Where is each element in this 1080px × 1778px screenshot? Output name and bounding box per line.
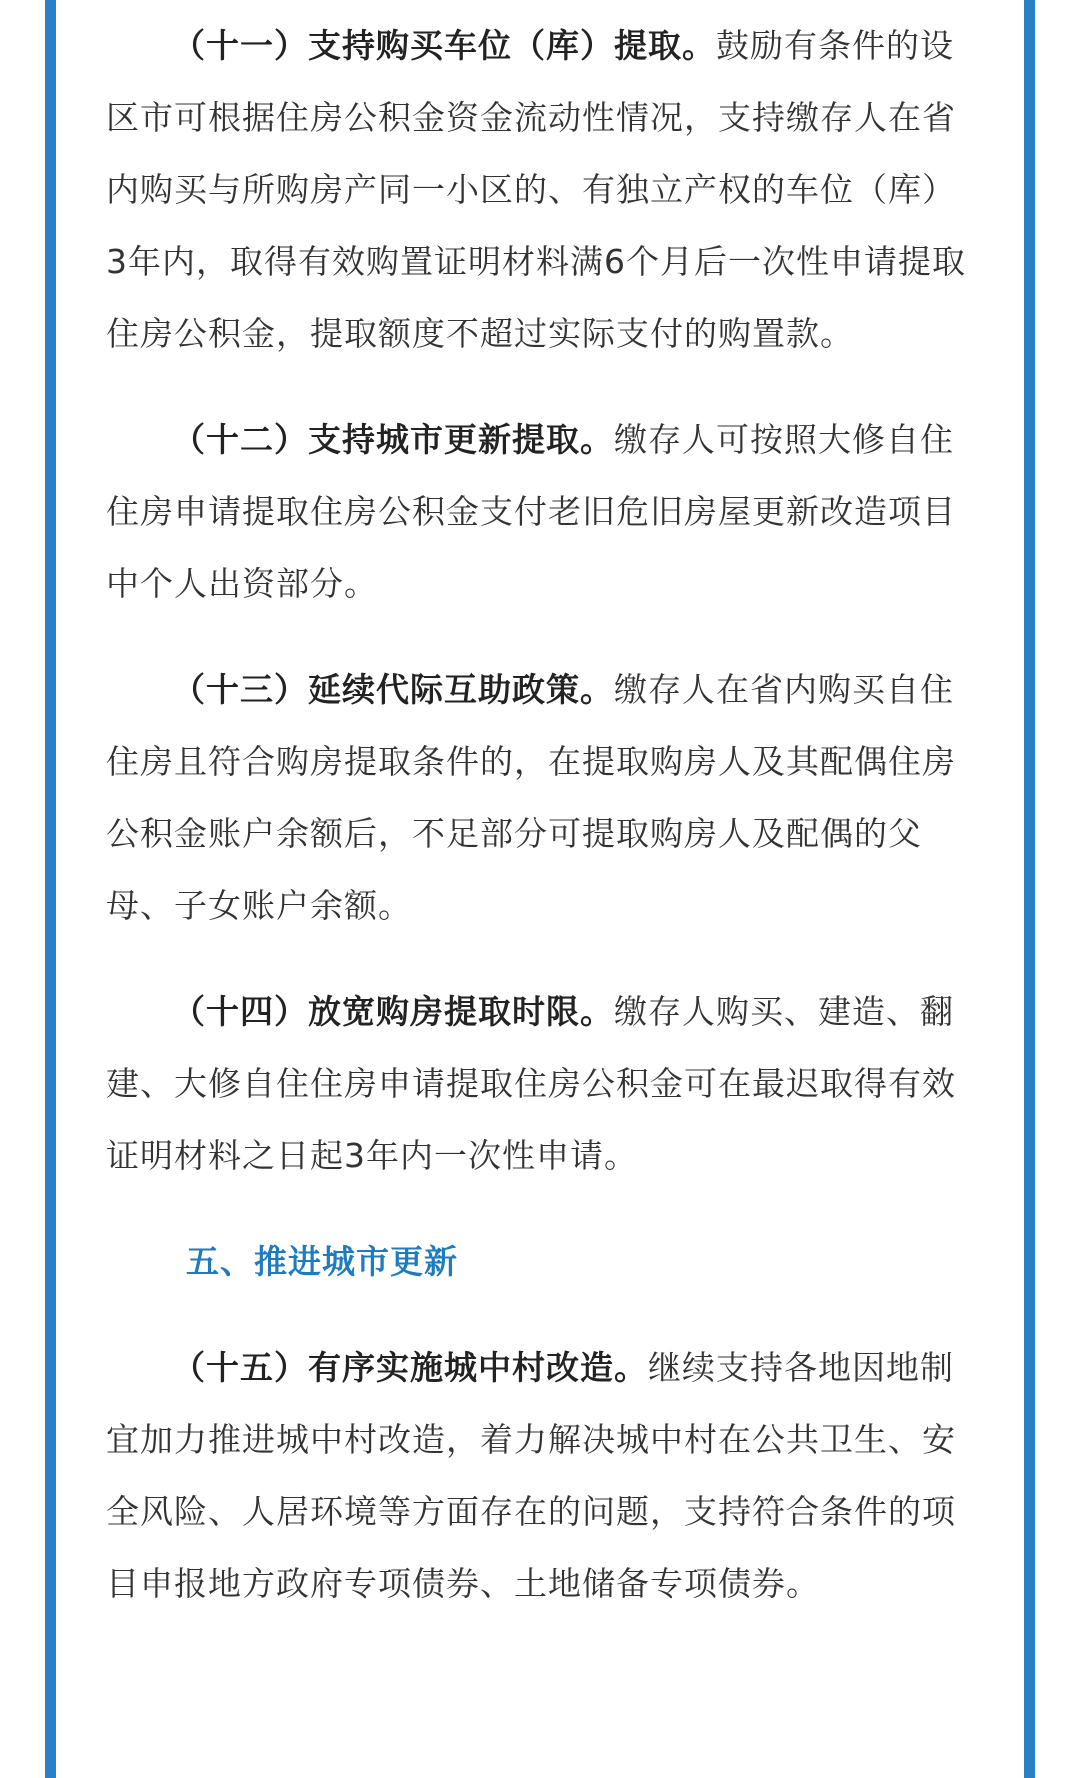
- paragraph-text: 缴存人在省内购买自住住房且符合购房提取条件的，在提取购房人及其配偶住房公积金账户余额后，不足部分可提取购房人及配偶的父母、子女账户余额。: [106, 670, 956, 925]
- paragraph-lead: （十五）有序实施城中村改造。: [172, 1348, 648, 1387]
- paragraph-text: 鼓励有条件的设区市可根据住房公积金资金流动性情况，支持缴存人在省内购买与所购房产同一小区的、有独立产权的车位（库）3年内，取得有效购置证明材料满6个月后一次性申请提取住房公积金，提取额度不超过实际支付的购置款。: [106, 26, 966, 353]
- paragraph-lead: （十二）支持城市更新提取。: [172, 420, 614, 459]
- paragraph-text: 缴存人购买、建造、翻建、大修自住住房申请提取住房公积金可在最迟取得有效证明材料之日起3年内一次性申请。: [106, 992, 956, 1175]
- paragraph-text: 继续支持各地因地制宜加力推进城中村改造，着力解决城中村在公共卫生、安全风险、人居环境等方面存在的问题，支持符合条件的项目申报地方政府专项债券、土地储备专项债券。: [106, 1348, 956, 1603]
- article-body: [106, 10, 976, 1620]
- section-heading: 五、推进城市更新: [186, 1242, 458, 1281]
- paragraph-lead: （十一）支持购买车位（库）提取。: [172, 26, 716, 65]
- paragraph-item-12: [106, 404, 976, 620]
- paragraph-lead: （十三）延续代际互助政策。: [172, 670, 614, 709]
- paragraph-item-11: [106, 10, 976, 370]
- paragraph-lead: （十四）放宽购房提取时限。: [172, 992, 614, 1031]
- right-border-bar: [1024, 0, 1035, 1778]
- paragraph-item-14: [106, 976, 976, 1192]
- paragraph-item-15: [106, 1332, 976, 1620]
- paragraph-item-13: [106, 654, 976, 942]
- paragraph-text: 缴存人可按照大修自住住房申请提取住房公积金支付老旧危旧房屋更新改造项目中个人出资部分。: [106, 420, 956, 603]
- left-border-bar: [45, 0, 56, 1778]
